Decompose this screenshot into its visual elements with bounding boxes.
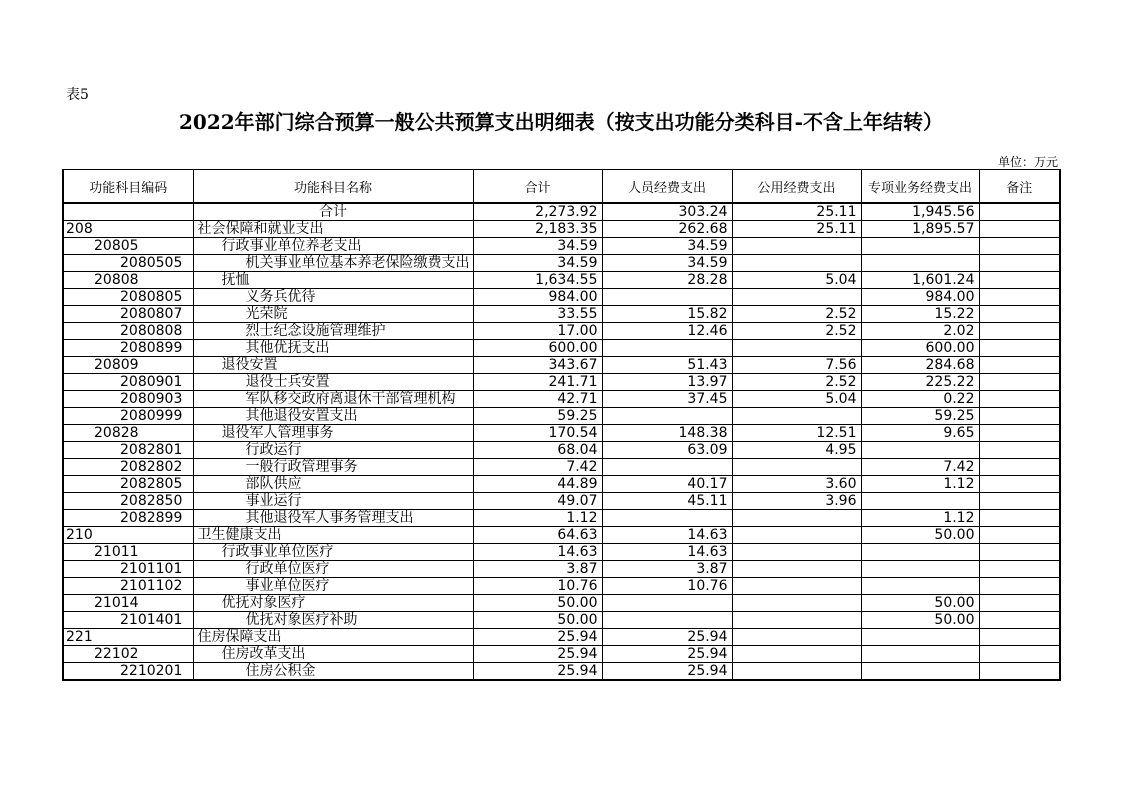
cell-total: 7.42 bbox=[473, 459, 602, 476]
cell-public: 3.96 bbox=[732, 493, 861, 510]
unit-label: 单位：万元 bbox=[997, 155, 1058, 169]
cell-personnel: 10.76 bbox=[602, 578, 732, 595]
cell-code: 20805 bbox=[63, 238, 193, 255]
cell-total: 17.00 bbox=[473, 323, 602, 340]
cell-name: 住房改革支出 bbox=[193, 646, 473, 663]
cell-total: 33.55 bbox=[473, 306, 602, 323]
table-row bbox=[63, 272, 1060, 289]
cell-name: 义务兵优待 bbox=[193, 289, 473, 306]
cell-total: 10.76 bbox=[473, 578, 602, 595]
cell-code: 2080805 bbox=[63, 289, 193, 306]
cell-total: 3.87 bbox=[473, 561, 602, 578]
cell-total: 44.89 bbox=[473, 476, 602, 493]
cell-note bbox=[979, 663, 1060, 681]
cell-public: 4.95 bbox=[732, 442, 861, 459]
table-body bbox=[63, 203, 1060, 680]
cell-total: 59.25 bbox=[473, 408, 602, 425]
cell-project: 1.12 bbox=[861, 510, 979, 527]
cell-name: 优抚对象医疗 bbox=[193, 595, 473, 612]
table-row bbox=[63, 510, 1060, 527]
cell-note bbox=[979, 544, 1060, 561]
cell-public bbox=[732, 646, 861, 663]
cell-note bbox=[979, 238, 1060, 255]
cell-public bbox=[732, 289, 861, 306]
table-row bbox=[63, 340, 1060, 357]
table-row bbox=[63, 255, 1060, 272]
table-row bbox=[63, 459, 1060, 476]
cell-project: 9.65 bbox=[861, 425, 979, 442]
cell-code: 21011 bbox=[63, 544, 193, 561]
cell-public: 25.11 bbox=[732, 203, 861, 221]
cell-code: 20809 bbox=[63, 357, 193, 374]
cell-personnel: 12.46 bbox=[602, 323, 732, 340]
table-row bbox=[63, 646, 1060, 663]
cell-public: 2.52 bbox=[732, 374, 861, 391]
cell-total: 14.63 bbox=[473, 544, 602, 561]
cell-project: 1.12 bbox=[861, 476, 979, 493]
table-row bbox=[63, 391, 1060, 408]
cell-project: 2.02 bbox=[861, 323, 979, 340]
cell-code: 2210201 bbox=[63, 663, 193, 681]
cell-note bbox=[979, 272, 1060, 289]
cell-project: 1,945.56 bbox=[861, 203, 979, 221]
cell-code: 20808 bbox=[63, 272, 193, 289]
cell-project: 1,601.24 bbox=[861, 272, 979, 289]
cell-code bbox=[63, 203, 193, 221]
cell-code: 2082899 bbox=[63, 510, 193, 527]
cell-code: 2101101 bbox=[63, 561, 193, 578]
cell-public bbox=[732, 629, 861, 646]
cell-total: 25.94 bbox=[473, 629, 602, 646]
cell-total: 1.12 bbox=[473, 510, 602, 527]
cell-note bbox=[979, 527, 1060, 544]
cell-total: 343.67 bbox=[473, 357, 602, 374]
cell-note bbox=[979, 391, 1060, 408]
cell-public: 7.56 bbox=[732, 357, 861, 374]
cell-project bbox=[861, 544, 979, 561]
cell-total: 984.00 bbox=[473, 289, 602, 306]
cell-note bbox=[979, 255, 1060, 272]
cell-total: 170.54 bbox=[473, 425, 602, 442]
cell-note bbox=[979, 357, 1060, 374]
cell-personnel: 34.59 bbox=[602, 255, 732, 272]
cell-personnel: 262.68 bbox=[602, 221, 732, 238]
cell-name: 军队移交政府离退休干部管理机构 bbox=[193, 391, 473, 408]
cell-code: 2082802 bbox=[63, 459, 193, 476]
cell-public bbox=[732, 544, 861, 561]
cell-total: 68.04 bbox=[473, 442, 602, 459]
cell-code: 2080903 bbox=[63, 391, 193, 408]
cell-total: 2,273.92 bbox=[473, 203, 602, 221]
header-project: 专项业务经费支出 bbox=[861, 170, 979, 204]
header-public: 公用经费支出 bbox=[732, 170, 861, 204]
cell-code: 2080808 bbox=[63, 323, 193, 340]
table-row bbox=[63, 544, 1060, 561]
cell-project bbox=[861, 646, 979, 663]
cell-project: 15.22 bbox=[861, 306, 979, 323]
cell-public bbox=[732, 612, 861, 629]
table-row bbox=[63, 442, 1060, 459]
cell-public: 5.04 bbox=[732, 272, 861, 289]
cell-note bbox=[979, 595, 1060, 612]
header-note: 备注 bbox=[979, 170, 1060, 204]
cell-personnel: 51.43 bbox=[602, 357, 732, 374]
cell-code: 2082801 bbox=[63, 442, 193, 459]
cell-note bbox=[979, 629, 1060, 646]
cell-public bbox=[732, 408, 861, 425]
cell-name: 住房保障支出 bbox=[193, 629, 473, 646]
cell-personnel: 25.94 bbox=[602, 646, 732, 663]
header-total: 合计 bbox=[473, 170, 602, 204]
cell-total: 50.00 bbox=[473, 612, 602, 629]
cell-note bbox=[979, 289, 1060, 306]
cell-project: 225.22 bbox=[861, 374, 979, 391]
header-name: 功能科目名称 bbox=[193, 170, 473, 204]
cell-personnel bbox=[602, 612, 732, 629]
cell-name: 其他退役安置支出 bbox=[193, 408, 473, 425]
table-row bbox=[63, 663, 1060, 681]
cell-personnel: 28.28 bbox=[602, 272, 732, 289]
cell-total: 64.63 bbox=[473, 527, 602, 544]
cell-name: 部队供应 bbox=[193, 476, 473, 493]
page-title: 2022年部门综合预算一般公共预算支出明细表（按支出功能分类科目-不含上年结转） bbox=[179, 110, 943, 134]
cell-project bbox=[861, 493, 979, 510]
cell-note bbox=[979, 459, 1060, 476]
cell-project: 284.68 bbox=[861, 357, 979, 374]
cell-name: 退役士兵安置 bbox=[193, 374, 473, 391]
cell-personnel bbox=[602, 595, 732, 612]
cell-note bbox=[979, 646, 1060, 663]
cell-note bbox=[979, 493, 1060, 510]
cell-public: 2.52 bbox=[732, 323, 861, 340]
table-row bbox=[63, 425, 1060, 442]
cell-code: 2080899 bbox=[63, 340, 193, 357]
cell-name: 烈士纪念设施管理维护 bbox=[193, 323, 473, 340]
cell-personnel bbox=[602, 510, 732, 527]
cell-name: 抚恤 bbox=[193, 272, 473, 289]
cell-project: 50.00 bbox=[861, 595, 979, 612]
cell-personnel: 14.63 bbox=[602, 527, 732, 544]
cell-note bbox=[979, 340, 1060, 357]
cell-personnel: 25.94 bbox=[602, 629, 732, 646]
cell-total: 600.00 bbox=[473, 340, 602, 357]
cell-total: 42.71 bbox=[473, 391, 602, 408]
cell-name: 卫生健康支出 bbox=[193, 527, 473, 544]
cell-personnel: 13.97 bbox=[602, 374, 732, 391]
cell-name: 事业单位医疗 bbox=[193, 578, 473, 595]
cell-personnel: 37.45 bbox=[602, 391, 732, 408]
table-row bbox=[63, 357, 1060, 374]
cell-name: 事业运行 bbox=[193, 493, 473, 510]
table-row bbox=[63, 408, 1060, 425]
cell-project: 59.25 bbox=[861, 408, 979, 425]
cell-note bbox=[979, 612, 1060, 629]
cell-project bbox=[861, 663, 979, 681]
header-personnel: 人员经费支出 bbox=[602, 170, 732, 204]
table-row bbox=[63, 527, 1060, 544]
cell-total: 25.94 bbox=[473, 646, 602, 663]
table-row bbox=[63, 578, 1060, 595]
cell-name: 光荣院 bbox=[193, 306, 473, 323]
cell-name: 其他退役军人事务管理支出 bbox=[193, 510, 473, 527]
cell-code: 21014 bbox=[63, 595, 193, 612]
cell-total: 34.59 bbox=[473, 255, 602, 272]
table-row bbox=[63, 323, 1060, 340]
cell-note bbox=[979, 578, 1060, 595]
cell-code: 20828 bbox=[63, 425, 193, 442]
cell-public: 3.60 bbox=[732, 476, 861, 493]
cell-code: 208 bbox=[63, 221, 193, 238]
cell-code: 22102 bbox=[63, 646, 193, 663]
cell-project bbox=[861, 561, 979, 578]
cell-name: 退役安置 bbox=[193, 357, 473, 374]
cell-name: 退役军人管理事务 bbox=[193, 425, 473, 442]
cell-code: 2101102 bbox=[63, 578, 193, 595]
cell-public: 2.52 bbox=[732, 306, 861, 323]
cell-name: 机关事业单位基本养老保险缴费支出 bbox=[193, 255, 473, 272]
cell-project bbox=[861, 629, 979, 646]
cell-note bbox=[979, 425, 1060, 442]
cell-public bbox=[732, 595, 861, 612]
table-row bbox=[63, 595, 1060, 612]
table-row bbox=[63, 221, 1060, 238]
cell-personnel: 34.59 bbox=[602, 238, 732, 255]
cell-public bbox=[732, 459, 861, 476]
cell-code: 210 bbox=[63, 527, 193, 544]
cell-total: 241.71 bbox=[473, 374, 602, 391]
cell-project: 1,895.57 bbox=[861, 221, 979, 238]
table-row bbox=[63, 561, 1060, 578]
table-row bbox=[63, 306, 1060, 323]
cell-project bbox=[861, 255, 979, 272]
table-row bbox=[63, 493, 1060, 510]
cell-total: 50.00 bbox=[473, 595, 602, 612]
cell-public bbox=[732, 255, 861, 272]
cell-personnel bbox=[602, 459, 732, 476]
cell-note bbox=[979, 561, 1060, 578]
table-label: 表5 bbox=[66, 87, 89, 103]
cell-code: 2082850 bbox=[63, 493, 193, 510]
cell-public bbox=[732, 510, 861, 527]
cell-total: 2,183.35 bbox=[473, 221, 602, 238]
cell-note bbox=[979, 221, 1060, 238]
cell-project: 7.42 bbox=[861, 459, 979, 476]
table-row bbox=[63, 374, 1060, 391]
cell-name: 社会保障和就业支出 bbox=[193, 221, 473, 238]
cell-public: 12.51 bbox=[732, 425, 861, 442]
cell-name: 行政事业单位医疗 bbox=[193, 544, 473, 561]
cell-personnel bbox=[602, 289, 732, 306]
cell-code: 2082805 bbox=[63, 476, 193, 493]
cell-project: 0.22 bbox=[861, 391, 979, 408]
cell-personnel: 25.94 bbox=[602, 663, 732, 681]
cell-note bbox=[979, 323, 1060, 340]
cell-public: 5.04 bbox=[732, 391, 861, 408]
cell-personnel: 45.11 bbox=[602, 493, 732, 510]
cell-name: 行政运行 bbox=[193, 442, 473, 459]
cell-public bbox=[732, 238, 861, 255]
cell-project bbox=[861, 238, 979, 255]
cell-note bbox=[979, 476, 1060, 493]
table-row bbox=[63, 612, 1060, 629]
cell-personnel: 15.82 bbox=[602, 306, 732, 323]
cell-total: 34.59 bbox=[473, 238, 602, 255]
cell-code: 2080807 bbox=[63, 306, 193, 323]
cell-note bbox=[979, 203, 1060, 221]
cell-code: 221 bbox=[63, 629, 193, 646]
cell-personnel: 3.87 bbox=[602, 561, 732, 578]
cell-project bbox=[861, 442, 979, 459]
cell-public bbox=[732, 561, 861, 578]
cell-personnel: 148.38 bbox=[602, 425, 732, 442]
budget-table bbox=[62, 169, 1061, 681]
cell-project: 50.00 bbox=[861, 612, 979, 629]
cell-public bbox=[732, 578, 861, 595]
header-code: 功能科目编码 bbox=[63, 170, 193, 204]
cell-total: 1,634.55 bbox=[473, 272, 602, 289]
table-row bbox=[63, 476, 1060, 493]
cell-total: 49.07 bbox=[473, 493, 602, 510]
table-row bbox=[63, 289, 1060, 306]
cell-note bbox=[979, 306, 1060, 323]
cell-name: 住房公积金 bbox=[193, 663, 473, 681]
table-row bbox=[63, 238, 1060, 255]
cell-project bbox=[861, 578, 979, 595]
cell-total: 25.94 bbox=[473, 663, 602, 681]
cell-public bbox=[732, 340, 861, 357]
cell-personnel: 40.17 bbox=[602, 476, 732, 493]
table-row bbox=[63, 629, 1060, 646]
cell-code: 2080505 bbox=[63, 255, 193, 272]
cell-personnel bbox=[602, 340, 732, 357]
cell-note bbox=[979, 374, 1060, 391]
cell-note bbox=[979, 442, 1060, 459]
cell-name: 行政事业单位养老支出 bbox=[193, 238, 473, 255]
cell-project: 600.00 bbox=[861, 340, 979, 357]
cell-note bbox=[979, 408, 1060, 425]
table-row bbox=[63, 203, 1060, 221]
table-header bbox=[63, 170, 1060, 204]
cell-name: 其他优抚支出 bbox=[193, 340, 473, 357]
cell-public bbox=[732, 663, 861, 681]
cell-personnel bbox=[602, 408, 732, 425]
cell-code: 2080901 bbox=[63, 374, 193, 391]
cell-personnel: 63.09 bbox=[602, 442, 732, 459]
cell-name: 合计 bbox=[193, 203, 473, 221]
cell-personnel: 303.24 bbox=[602, 203, 732, 221]
cell-public: 25.11 bbox=[732, 221, 861, 238]
cell-note bbox=[979, 510, 1060, 527]
cell-personnel: 14.63 bbox=[602, 544, 732, 561]
cell-name: 优抚对象医疗补助 bbox=[193, 612, 473, 629]
cell-project: 984.00 bbox=[861, 289, 979, 306]
cell-code: 2101401 bbox=[63, 612, 193, 629]
cell-code: 2080999 bbox=[63, 408, 193, 425]
cell-project: 50.00 bbox=[861, 527, 979, 544]
cell-name: 行政单位医疗 bbox=[193, 561, 473, 578]
cell-public bbox=[732, 527, 861, 544]
cell-name: 一般行政管理事务 bbox=[193, 459, 473, 476]
